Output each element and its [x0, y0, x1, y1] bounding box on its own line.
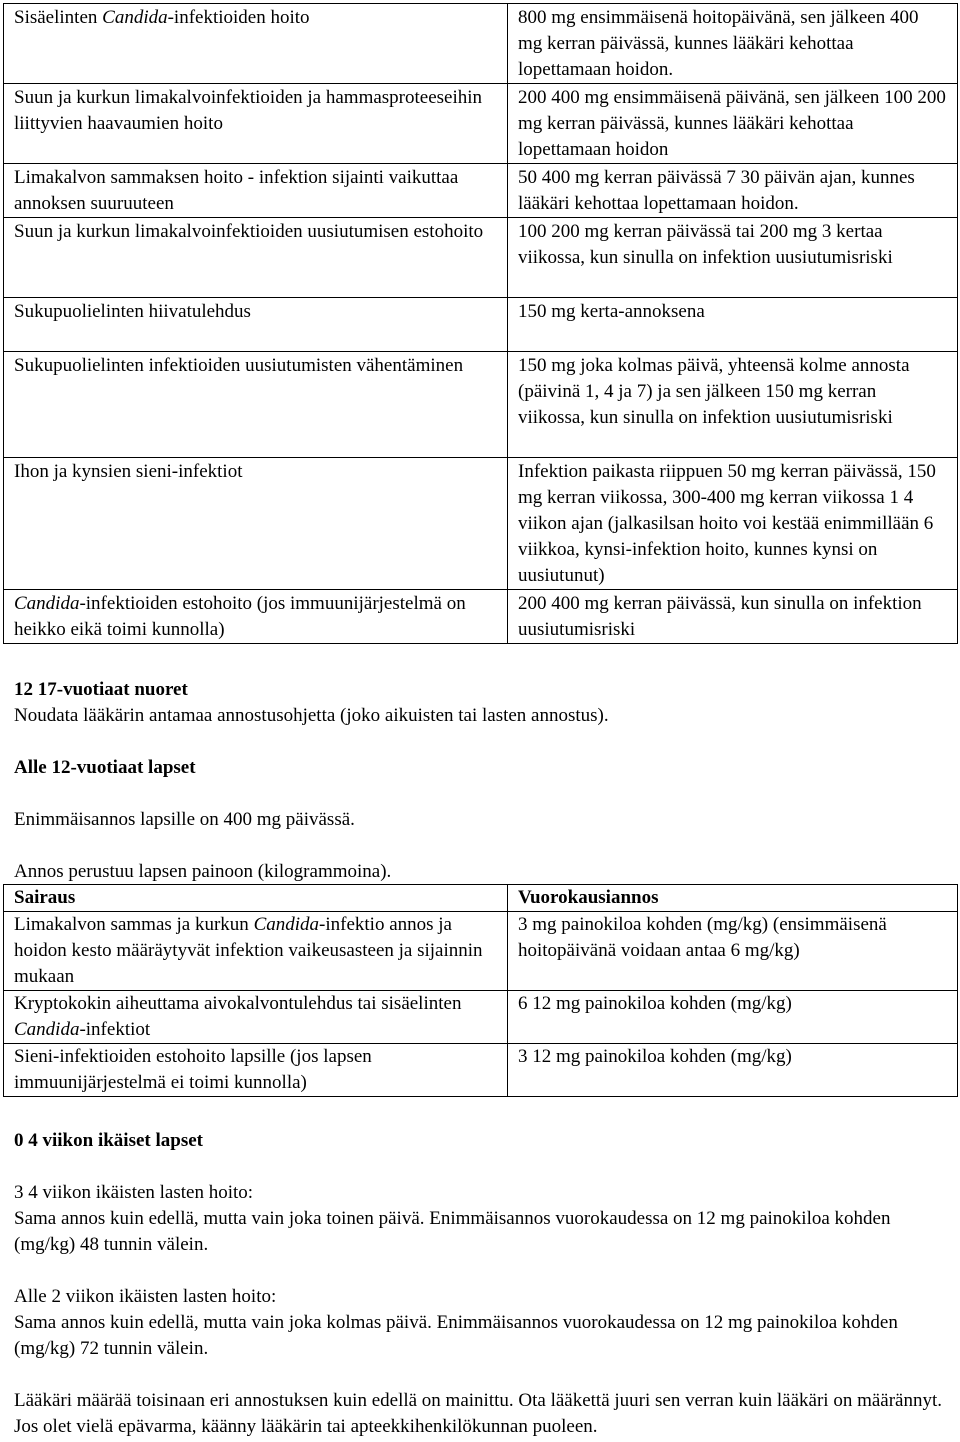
condition-text: Sukupuolielinten infektioiden uusiutumisten vähentäminen — [14, 355, 464, 376]
condition-text: Limakalvon sammaksen hoito - infektion sijainti vaikuttaa annoksen suuruuteen — [14, 167, 459, 214]
dose-cell: 800 mg ensimmäisenä hoitopäivänä, sen jälkeen 400 mg kerran päivässä, kunnes lääkäri kehottaa lopettamaan hoidon. — [508, 4, 958, 84]
header-daily-dose: Vuorokausiannos — [508, 885, 958, 912]
adult-row — [4, 164, 958, 218]
teens-section — [14, 677, 944, 729]
adult-dosage-table — [3, 3, 958, 644]
condition-cell — [4, 298, 508, 352]
closing-note: Lääkäri määrää toisinaan eri annostuksen kuin edellä on mainittu. Ota lääkettä juuri sen verran kuin lääkäri on määrännyt. Jos olet vielä epävarma, käänny lääkärin tai apteekkihenkilökunnan puoleen. — [14, 1390, 943, 1437]
condition-cell — [4, 458, 508, 590]
children-section — [14, 755, 944, 885]
condition-text-cont: -infektiot — [79, 1019, 151, 1040]
adult-row — [4, 218, 958, 298]
teens-text: Noudata lääkärin antamaa annostusohjetta (joko aikuisten tai lasten annostus). — [14, 705, 609, 726]
condition-cell — [4, 352, 508, 458]
dose-cell: 100 200 mg kerran päivässä tai 200 mg 3 kertaa viikossa, kun sinulla on infektion uusiutumisriski — [508, 218, 958, 298]
condition-text-cont: -infektio annos ja hoidon kesto määräytyvät infektion vaikeusasteen ja sijainnin mukaan — [14, 914, 483, 987]
condition-text: Suun ja kurkun limakalvoinfektioiden uusiutumisen estohoito — [14, 221, 484, 242]
condition-text-cont: -infektioiden estohoito (jos immuunijärjestelmä on heikko eikä toimi kunnolla) — [14, 593, 466, 640]
dose-cell: 200 400 mg ensimmäisenä päivänä, sen jälkeen 100 200 mg kerran päivässä, kunnes lääkäri kehottaa lopettamaan hoidon — [508, 84, 958, 164]
condition-text: Ihon ja kynsien sieni-infektiot — [14, 461, 243, 482]
condition-italic-text: Candida — [253, 914, 320, 935]
dose-cell: Infektion paikasta riippuen 50 mg kerran päivässä, 150 mg kerran viikossa, 300-400 mg kerran viikossa 1 4 viikon ajan (jalkasilsan hoito voi kestää enimmillään 6 viikkoa, kynsi-infektion hoito, kunnes kynsi on uusiutunut) — [508, 458, 958, 590]
condition-text: Limakalvon sammas ja kurkun — [14, 914, 254, 935]
infants-sub2-label: Alle 2 viikon ikäisten lasten hoito: — [14, 1286, 277, 1307]
condition-text: Sieni-infektioiden estohoito lapsille (jos lapsen immuunijärjestelmä ei toimi kunnolla) — [14, 1046, 372, 1093]
children-dosage-table — [3, 884, 958, 1097]
condition-text: Suun ja kurkun limakalvoinfektioiden ja hammasproteeseihin liittyvien haavaumien hoito — [14, 87, 483, 134]
dose-cell: 200 400 mg kerran päivässä, kun sinulla on infektion uusiutumisriski — [508, 590, 958, 644]
adult-row — [4, 458, 958, 590]
condition-cell — [4, 218, 508, 298]
condition-text-cont: -infektioiden hoito — [167, 7, 310, 28]
children-dose-basis: Annos perustuu lapsen painoon (kilogrammoina). — [14, 861, 392, 882]
condition-cell — [4, 912, 508, 991]
adult-row — [4, 84, 958, 164]
adult-row — [4, 590, 958, 644]
children-heading: Alle 12-vuotiaat lapset — [14, 757, 196, 778]
condition-cell — [4, 4, 508, 84]
adult-row — [4, 352, 958, 458]
infants-sub2-text: Sama annos kuin edellä, mutta vain joka kolmas päivä. Enimmäisannos vuorokaudessa on 12 mg painokiloa kohden (mg/kg) 72 tunnin välein. — [14, 1312, 898, 1359]
condition-cell — [4, 1044, 508, 1097]
children-row — [4, 1044, 958, 1097]
condition-italic-text: Candida — [14, 1019, 80, 1040]
adult-row — [4, 4, 958, 84]
dose-cell: 150 mg joka kolmas päivä, yhteensä kolme annosta (päivinä 1, 4 ja 7) ja sen jälkeen 150 mg kerran viikossa, kun sinulla on infektion uusiutumisriski — [508, 352, 958, 458]
condition-cell — [4, 991, 508, 1044]
dose-cell: 150 mg kerta-annoksena — [508, 298, 958, 352]
adult-row — [4, 298, 958, 352]
condition-cell — [4, 164, 508, 218]
condition-italic-text: Candida — [14, 593, 80, 614]
infants-heading: 0 4 viikon ikäiset lapset — [14, 1130, 203, 1151]
children-row — [4, 991, 958, 1044]
condition-cell — [4, 84, 508, 164]
teens-heading: 12 17-vuotiaat nuoret — [14, 679, 188, 700]
dose-cell: 50 400 mg kerran päivässä 7 30 päivän ajan, kunnes lääkäri kehottaa lopettamaan hoidon. — [508, 164, 958, 218]
children-max-dose: Enimmäisannos lapsille on 400 mg päivässä. — [14, 809, 355, 830]
header-condition: Sairaus — [4, 885, 508, 912]
condition-text: Sisäelinten — [14, 7, 103, 28]
infants-sub1-text: Sama annos kuin edellä, mutta vain joka toinen päivä. Enimmäisannos vuorokaudessa on 12 mg painokiloa kohden (mg/kg) 48 tunnin välein. — [14, 1208, 891, 1255]
dose-cell: 3 12 mg painokiloa kohden (mg/kg) — [508, 1044, 958, 1097]
condition-text: Sukupuolielinten hiivatulehdus — [14, 301, 251, 322]
infants-section — [14, 1128, 944, 1440]
dose-cell: 3 mg painokiloa kohden (mg/kg) (ensimmäisenä hoitopäivänä voidaan antaa 6 mg/kg) — [508, 912, 958, 991]
condition-italic-text: Candida — [102, 7, 168, 28]
infants-sub1-label: 3 4 viikon ikäisten lasten hoito: — [14, 1182, 254, 1203]
dose-cell: 6 12 mg painokiloa kohden (mg/kg) — [508, 991, 958, 1044]
condition-text: Kryptokokin aiheuttama aivokalvontulehdus tai sisäelinten — [14, 993, 462, 1014]
condition-cell — [4, 590, 508, 644]
children-row — [4, 912, 958, 991]
